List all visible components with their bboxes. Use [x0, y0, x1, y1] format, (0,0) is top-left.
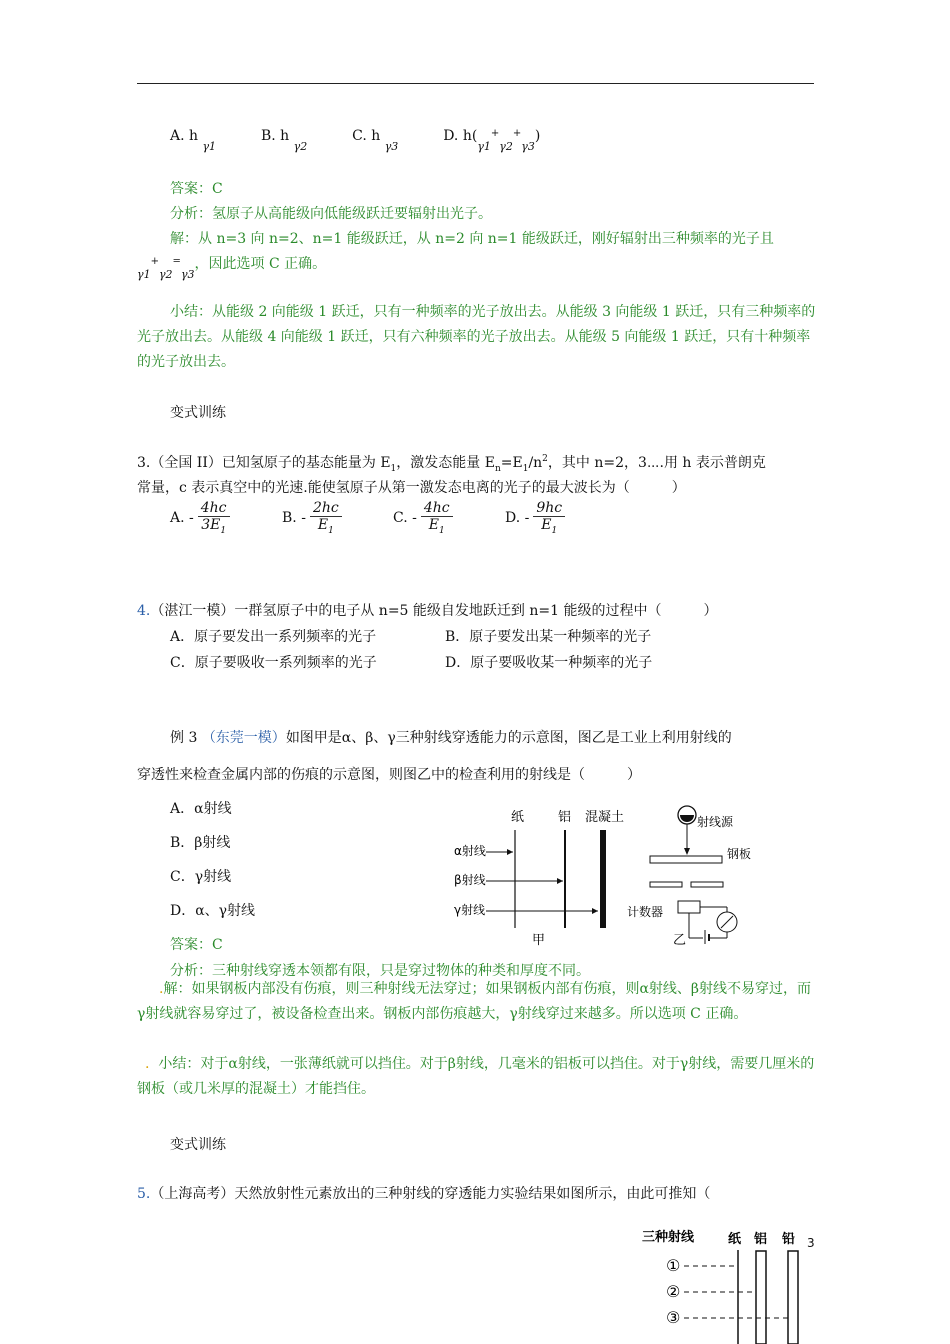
- q4-option-b: B．原子要发出某一种频率的光子: [445, 629, 652, 645]
- gamma-arrow-head: [592, 908, 598, 914]
- prev-question-options: [170, 128, 540, 153]
- ex3-option-c: C．γ射线: [170, 869, 232, 885]
- source-arrow-head: [684, 848, 690, 855]
- solution-1-line2: $_{\gamma 1}$+$_{\gamma 2}$=$_{\gamma 3}$，因此选项 C 正确。: [137, 256, 327, 281]
- fig5-ray-3: ③: [666, 1308, 681, 1327]
- ex3-option-d: D．α、γ射线: [170, 903, 256, 919]
- plate-piece-left: [650, 882, 682, 887]
- solution-1-line1: 解：从 n=3 向 n=2、n=1 能级跃迁，从 n=2 向 n=1 能级跃迁，刚好辐射出三种频率的光子且: [170, 231, 774, 247]
- plate-piece-right: [691, 882, 723, 887]
- alpha-arrow-head: [507, 849, 513, 855]
- fig-yi-caption: 乙: [673, 933, 687, 948]
- fig-jia-label-paper: 纸: [511, 810, 525, 825]
- analysis-1: 分析：氢原子从高能级向低能级跃迁要辐射出光子。: [170, 206, 492, 222]
- steel-plate: [650, 856, 722, 863]
- practice-heading-1: 变式训练: [170, 405, 226, 421]
- fig-yi-counter-label: 计数器: [627, 905, 664, 919]
- summary-1: 小结：从能级 2 向能级 1 跃迁，只有一种频率的光子放出去。从能级 3 向能级 1 跃迁，只有三种频率的光子放出去。从能级 4 向能级 1 跃迁，只有六种频率的光子放出去。从能级 5 向能级 1 跃迁，只有十种频率的光子放出去。: [137, 304, 816, 370]
- fig5-ray-1: ①: [666, 1256, 681, 1275]
- fig5-aluminum-plate: [756, 1251, 766, 1344]
- figure-jia: [440, 800, 640, 950]
- analysis-ex3: 分析：三种射线穿透本领都有限，只是穿过物体的种类和厚度不同。: [170, 963, 590, 979]
- solution-ex3: .解：如果钢板内部没有伤痕，则三种射线无法穿过；如果钢板内部有伤痕，则α射线、β射线不易穿过，而γ射线就容易穿过了，被设备检查出来。钢板内部伤痕越大，γ射线穿过来越多。所以选项 C 正确。: [137, 981, 811, 1022]
- page-number: 3: [807, 1236, 815, 1250]
- ex3-option-b: B．β射线: [170, 835, 231, 851]
- fig5-label-paper: 纸: [728, 1232, 742, 1247]
- q5-stem: 5.（上海高考）天然放射性元素放出的三种射线的穿透能力实验结果如图所示，由此可推知（: [137, 1186, 711, 1202]
- fig-jia-label-concrete: 混凝土: [585, 810, 625, 825]
- option-c: C. h $_{\gamma 3}$: [352, 128, 399, 153]
- q4-stem: 4.（湛江一模）一群氢原子中的电子从 n=5 能级自发地跃迁到 n=1 能级的过程中（ ）: [137, 603, 718, 619]
- figure-q5: [640, 1225, 815, 1344]
- q4-option-a: A．原子要发出一系列频率的光子: [170, 629, 377, 645]
- practice-heading-2: 变式训练: [170, 1137, 226, 1153]
- fig5-ray-2: ②: [666, 1282, 681, 1301]
- figure-yi: [625, 800, 775, 950]
- fig-jia-label-aluminum: 铝: [558, 810, 572, 825]
- option-a: A. h $_{\gamma 1}$: [170, 128, 217, 153]
- summary-ex3: . 小结：对于α射线，一张薄纸就可以挡住。对于β射线，几毫米的铝板可以挡住。对于γ射线，需要几厘米的钢板（或几米厚的混凝土）才能挡住。: [137, 1056, 815, 1097]
- answer-ex3: 答案：C: [170, 937, 223, 953]
- concrete-block: [600, 830, 606, 928]
- q3-line2: 常量，c 表示真空中的光速.能使氢原子从第一激发态电离的光子的最大波长为（ ）: [137, 480, 686, 496]
- answer-1: 答案：C: [170, 181, 223, 197]
- fig5-title: 三种射线: [642, 1230, 695, 1245]
- counter-box: [678, 901, 700, 913]
- q3-option-b: B. - $\frac{2hc}{E_1}$: [282, 500, 346, 536]
- fig-jia-caption: 甲: [532, 933, 546, 948]
- beta-arrow-head: [557, 878, 563, 884]
- option-b: B. h $_{\gamma 2}$: [260, 128, 308, 153]
- meter-needle: [721, 916, 733, 928]
- header-rule: [137, 83, 814, 84]
- fig5-lead-plate: [788, 1251, 798, 1344]
- fig-jia-ray-beta: β射线: [454, 873, 486, 887]
- fig-yi-plate-label: 钢板: [727, 847, 752, 861]
- fig-jia-ray-alpha: α射线: [454, 844, 486, 858]
- q3-option-c: C. - $\frac{4hc}{E_1}$: [393, 500, 457, 536]
- ex3-stem-line2: 穿透性来检查金属内部的伤痕的示意图，则图乙中的检查利用的射线是（ ）: [137, 767, 641, 783]
- ex3-option-a: A．α射线: [170, 801, 232, 817]
- option-d: D. $h(_{\gamma 1}^+_{\gamma 2}^+_{\gamma 3})$: [443, 128, 541, 153]
- q3-line1: 3.（全国 II）已知氢原子的基态能量为 $E_1$，激发态能量 $E_n=E_1/n^2$，其中 n=2，3⋯.用 h 表示普朗克: [137, 454, 766, 474]
- fig-yi-source-label: 射线源: [697, 815, 734, 829]
- source-fill: [680, 815, 694, 822]
- fig5-label-aluminum: 铝: [754, 1232, 768, 1247]
- q3-option-a: A. - $\frac{4hc}{3E_1}$: [170, 500, 234, 536]
- fig5-label-lead: 铅: [782, 1232, 796, 1247]
- q3-option-d: D. - $\frac{9hc}{E_1}$: [505, 500, 569, 536]
- q4-option-c: C．原子要吸收一系列频率的光子: [170, 655, 377, 671]
- ex3-stem-line1: 例 3 （东莞一模）如图甲是α、β、γ三种射线穿透能力的示意图，图乙是工业上利用射线的: [170, 730, 732, 746]
- fig-jia-ray-gamma: γ射线: [454, 903, 486, 917]
- q4-option-d: D．原子要吸收某一种频率的光子: [445, 655, 653, 671]
